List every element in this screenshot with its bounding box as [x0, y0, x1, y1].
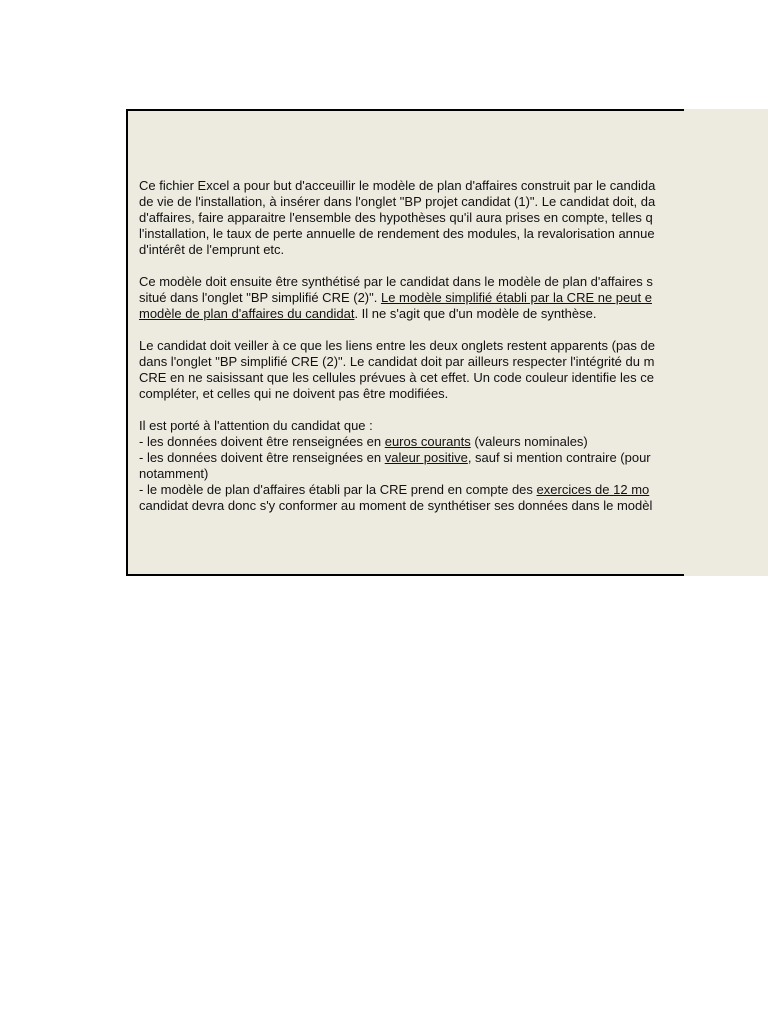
attention-item-continuation: candidat devra donc s'y conformer au moment de synthétiser ses données dans le modèl	[139, 498, 653, 513]
paragraph-3-line: Le candidat doit veiller à ce que les liens entre les deux onglets restent apparents (pas de	[139, 338, 655, 353]
attention-item-text: - les données doivent être renseignées en	[139, 450, 385, 465]
attention-item-text: - le modèle de plan d'affaires établi par la CRE prend en compte des	[139, 482, 537, 497]
underlined-warning-text: modèle de plan d'affaires du candidat	[139, 306, 355, 321]
paragraph-3-line: dans l'onglet "BP simplifié CRE (2)". Le candidat doit par ailleurs respecter l'intégrité du m	[139, 354, 655, 369]
paragraph-2-text: . Il ne s'agit que d'un modèle de synthèse.	[354, 306, 597, 321]
instructions-text	[139, 178, 684, 514]
paragraph-spacer	[139, 402, 684, 418]
paragraph-spacer	[139, 322, 684, 338]
underlined-emphasis: valeur positive	[384, 450, 468, 465]
paragraph-3-line: compléter, et celles qui ne doivent pas être modifiées.	[139, 386, 449, 401]
underlined-emphasis: exercices de 12 mo	[536, 482, 650, 497]
paragraph-2-line	[139, 290, 684, 306]
paragraph-1-line: d'affaires, faire apparaitre l'ensemble des hypothèses qu'il aura prises en compte, telles q	[139, 210, 653, 225]
paragraph-1-line: l'installation, le taux de perte annuelle de rendement des modules, la revalorisation annue	[139, 226, 655, 241]
attention-intro: Il est porté à l'attention du candidat que :	[139, 418, 373, 433]
sheet-cell-background	[684, 109, 768, 576]
attention-item-text: - les données doivent être renseignées en	[139, 434, 385, 449]
instructions-text-box	[126, 109, 684, 576]
paragraph-2-line: Ce modèle doit ensuite être synthétisé par le candidat dans le modèle de plan d'affaires s	[139, 274, 653, 289]
attention-item	[139, 434, 684, 450]
underlined-warning-text: Le modèle simplifié établi par la CRE ne peut e	[380, 290, 652, 305]
paragraph-1-line: d'intérêt de l'emprunt etc.	[139, 242, 285, 257]
paragraph-1-line: Ce fichier Excel a pour but d'acceuillir le modèle de plan d'affaires construit par le candida	[139, 178, 656, 193]
paragraph-2-text: situé dans l'onglet "BP simplifié CRE (2)".	[139, 290, 381, 305]
paragraph-1-line: de vie de l'installation, à insérer dans l'onglet "BP projet candidat (1)". Le candidat doit, da	[139, 194, 656, 209]
attention-item-continuation: notamment)	[139, 466, 209, 481]
paragraph-2-line	[139, 306, 684, 322]
paragraph-spacer	[139, 258, 684, 274]
paragraph-3-line: CRE en ne saisissant que les cellules prévues à cet effet. Un code couleur identifie les ce	[139, 370, 654, 385]
attention-item-text: (valeurs nominales)	[470, 434, 588, 449]
attention-item-text: , sauf si mention contraire (pour	[467, 450, 651, 465]
attention-item	[139, 450, 684, 466]
attention-item	[139, 482, 684, 498]
underlined-emphasis: euros courants	[384, 434, 471, 449]
